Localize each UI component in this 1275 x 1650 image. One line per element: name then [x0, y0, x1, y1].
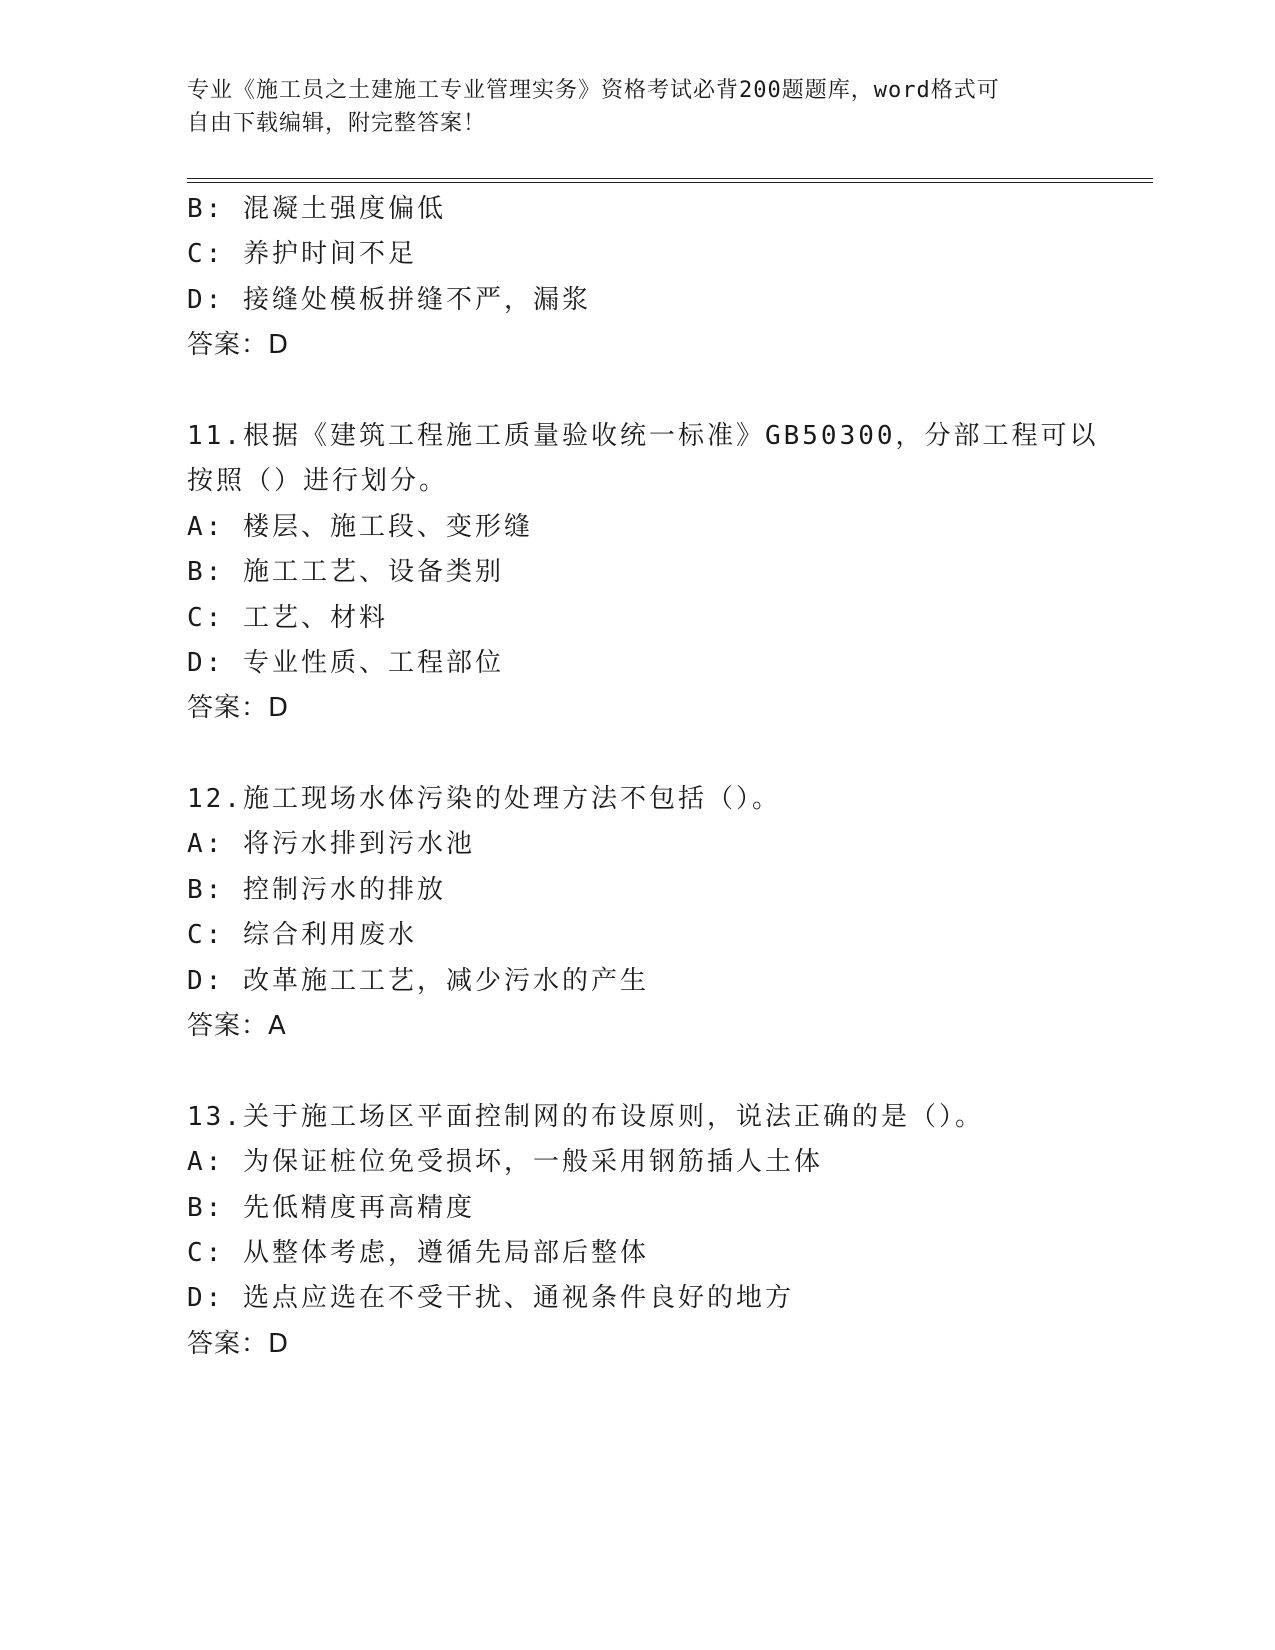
question-stem: 按照（）进行划分。	[187, 466, 449, 497]
question-stem: 11.根据《建筑工程施工质量验收统一标准》GB50300，分部工程可以	[187, 420, 1099, 451]
page-header	[187, 74, 1087, 140]
option-c: C: 从整体考虑，遵循先局部后整体	[187, 1237, 649, 1268]
answer-line: 答案：D	[187, 330, 290, 361]
option-c: C: 工艺、材料	[187, 602, 388, 633]
option-b: B: 控制污水的排放	[187, 874, 446, 905]
question-block-11	[187, 414, 1099, 732]
option-a: A: 楼层、施工段、变形缝	[187, 511, 533, 542]
question-block-12	[187, 777, 1087, 1049]
option-b: B: 施工工艺、设备类别	[187, 557, 504, 588]
header-divider	[187, 178, 1153, 183]
question-block-10	[187, 187, 1087, 369]
answer-line: 答案：D	[187, 693, 290, 724]
answer-line: 答案：A	[187, 1011, 287, 1042]
option-a: A: 为保证桩位免受损坏，一般采用钢筋插人土体	[187, 1147, 823, 1178]
option-c: C: 综合利用废水	[187, 920, 417, 951]
option-d: D: 接缝处模板拼缝不严，漏浆	[187, 284, 591, 315]
spacer	[187, 369, 1087, 414]
question-block-13	[187, 1095, 1087, 1367]
answer-line: 答案：D	[187, 1328, 290, 1359]
header-line-2: 自由下载编辑，附完整答案！	[187, 111, 487, 136]
option-d: D: 选点应选在不受干扰、通视条件良好的地方	[187, 1283, 794, 1314]
option-a: A: 将污水排到污水池	[187, 829, 475, 860]
option-d: D: 专业性质、工程部位	[187, 647, 504, 678]
spacer	[187, 1049, 1087, 1094]
spacer	[187, 732, 1087, 777]
header-line-1: 专业《施工员之土建施工专业管理实务》资格考试必背200题题库，word格式可	[187, 78, 1000, 103]
option-c: C: 养护时间不足	[187, 239, 417, 270]
option-b: B: 混凝土强度偏低	[187, 194, 446, 224]
question-stem: 13.关于施工场区平面控制网的布设原则，说法正确的是（）。	[187, 1101, 984, 1132]
option-b: B: 先低精度再高精度	[187, 1192, 475, 1223]
document-body	[187, 187, 1099, 1367]
option-d: D: 改革施工工艺，减少污水的产生	[187, 965, 649, 996]
question-stem: 12.施工现场水体污染的处理方法不包括（）。	[187, 784, 781, 815]
